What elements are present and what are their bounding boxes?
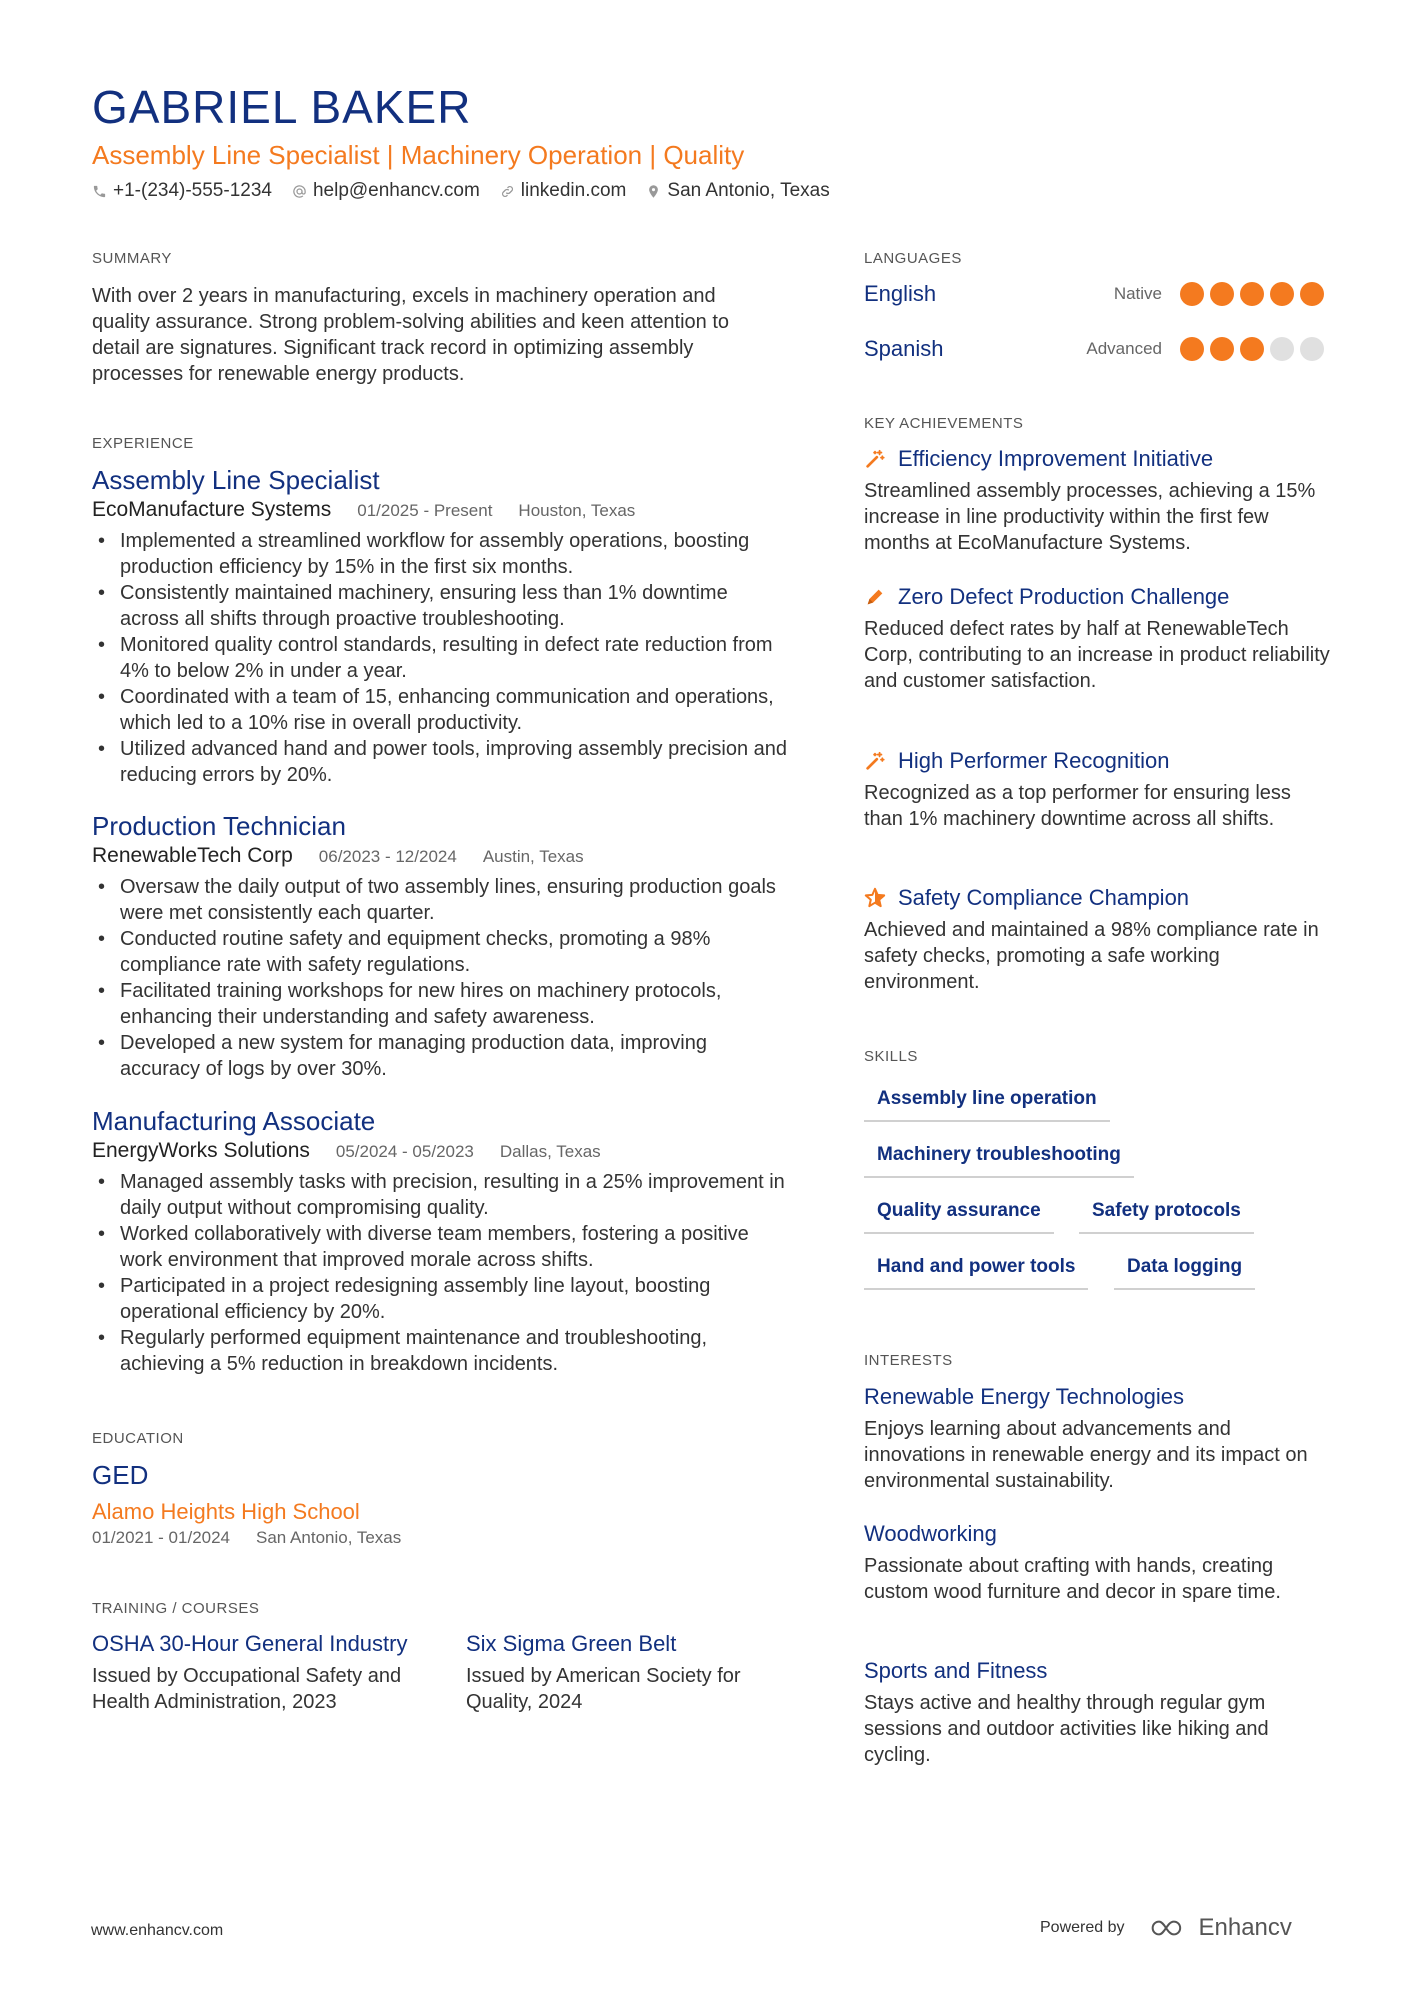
course-desc: Issued by Occupational Safety and Health Administration, 2023 bbox=[92, 1665, 402, 1713]
job-location: Dallas, Texas bbox=[499, 1142, 601, 1161]
education-location: San Antonio, Texas bbox=[256, 1528, 402, 1547]
rating-dot-filled bbox=[1270, 282, 1294, 306]
skill-label: Safety protocols bbox=[1079, 1200, 1254, 1234]
achievement-title: Efficiency Improvement Initiative bbox=[898, 446, 1214, 471]
language-rating bbox=[1180, 282, 1324, 306]
course-title: OSHA 30-Hour General Industry bbox=[92, 1631, 408, 1656]
skill-label: Data logging bbox=[1114, 1256, 1255, 1290]
interest-entry bbox=[864, 1384, 1334, 1494]
job-dates: 05/2024 - 05/2023 bbox=[335, 1142, 474, 1161]
job-bullet: • Participated in a project redesigning assembly line layout, boosting operational efficiency by 20%. bbox=[120, 1273, 792, 1325]
summary-text: With over 2 years in manufacturing, excels in machinery operation and quality assurance. Strong problem-solving abilities and keen attention to detail are signatures. Significant track record in optimizing assembly processes for renewable energy products. bbox=[92, 285, 730, 385]
job-bullet: • Facilitated training workshops for new hires on machinery protocols, enhancing their understanding and safety awareness. bbox=[120, 978, 792, 1030]
brand-name: Enhancv bbox=[1198, 1914, 1292, 1941]
job-bullets bbox=[92, 528, 792, 788]
achievement-desc: Reduced defect rates by half at RenewableTech Corp, contributing to an increase in product reliability and customer satisfaction. bbox=[864, 618, 1330, 692]
rating-dot-filled bbox=[1240, 282, 1264, 306]
job-company: RenewableTech Corp bbox=[92, 844, 293, 867]
rating-dot-empty bbox=[1300, 337, 1324, 361]
job-bullet: • Utilized advanced hand and power tools, improving assembly precision and reducing errors by 20%. bbox=[120, 736, 792, 788]
star-icon bbox=[864, 887, 886, 909]
skill-tag bbox=[864, 1088, 1110, 1122]
language-name: English bbox=[864, 281, 937, 306]
achievement-title: Safety Compliance Champion bbox=[898, 885, 1190, 910]
course-entry bbox=[92, 1630, 412, 1715]
contact-phone[interactable] bbox=[92, 180, 272, 202]
course-desc: Issued by American Society for Quality, 2024 bbox=[466, 1665, 741, 1713]
at-icon bbox=[292, 184, 307, 199]
brand-logo[interactable] bbox=[1149, 1914, 1292, 1942]
interest-entry bbox=[864, 1521, 1334, 1605]
rating-dot-filled bbox=[1240, 337, 1264, 361]
achievement-entry bbox=[864, 748, 1334, 832]
course-title: Six Sigma Green Belt bbox=[466, 1631, 677, 1656]
location-pin-icon bbox=[646, 184, 661, 199]
job-role: Production Technician bbox=[92, 811, 346, 841]
job-bullet: • Monitored quality control standards, resulting in defect rate reduction from 4% to below 2% in under a year. bbox=[120, 632, 792, 684]
job-bullet: • Developed a new system for managing production data, improving accuracy of logs by over 30%. bbox=[120, 1030, 792, 1082]
job-bullet: • Worked collaboratively with diverse team members, fostering a positive work environment that improved morale across shifts. bbox=[120, 1221, 792, 1273]
contact-email[interactable] bbox=[292, 180, 480, 202]
education-heading: EDUCATION bbox=[92, 1430, 184, 1447]
job-bullet: • Regularly performed equipment maintenance and troubleshooting, achieving a 5% reduction in breakdown incidents. bbox=[120, 1325, 792, 1377]
language-level: Native bbox=[1113, 284, 1162, 303]
skill-label: Quality assurance bbox=[864, 1200, 1054, 1234]
email-text: help@enhancv.com bbox=[312, 180, 480, 201]
job-entry bbox=[92, 811, 792, 1082]
interest-title: Sports and Fitness bbox=[864, 1658, 1048, 1683]
summary-heading: SUMMARY bbox=[92, 250, 172, 267]
job-location: Austin, Texas bbox=[482, 847, 584, 866]
job-bullet: • Oversaw the daily output of two assembly lines, ensuring production goals were met consistently each quarter. bbox=[120, 874, 792, 926]
job-bullet: • Consistently maintained machinery, ensuring less than 1% downtime across all shifts through proactive troubleshooting. bbox=[120, 580, 792, 632]
location-text: San Antonio, Texas bbox=[667, 180, 830, 201]
skill-tag bbox=[1114, 1256, 1255, 1290]
interest-desc: Passionate about crafting with hands, creating custom wood furniture and decor in spare time. bbox=[864, 1555, 1281, 1603]
job-role: Manufacturing Associate bbox=[92, 1106, 376, 1136]
language-row bbox=[864, 336, 1324, 362]
job-dates: 06/2023 - 12/2024 bbox=[318, 847, 457, 866]
job-entry bbox=[92, 465, 792, 788]
skill-tag bbox=[1079, 1200, 1254, 1234]
job-bullet: • Implemented a streamlined workflow for assembly operations, boosting production efficiency by 15% in the first six months. bbox=[120, 528, 792, 580]
achievement-desc: Recognized as a top performer for ensuring less than 1% machinery downtime across all shifts. bbox=[864, 782, 1291, 830]
interests-heading: INTERESTS bbox=[864, 1352, 953, 1369]
training-heading: TRAINING / COURSES bbox=[92, 1600, 260, 1617]
skill-tag bbox=[864, 1256, 1088, 1290]
skill-label: Hand and power tools bbox=[864, 1256, 1088, 1290]
job-location: Houston, Texas bbox=[518, 501, 636, 520]
job-dates: 01/2025 - Present bbox=[357, 501, 493, 520]
job-role: Assembly Line Specialist bbox=[92, 465, 380, 495]
rating-dot-filled bbox=[1210, 337, 1234, 361]
interest-title: Renewable Energy Technologies bbox=[864, 1384, 1185, 1409]
phone-text: +1-(234)-555-1234 bbox=[113, 180, 272, 201]
language-row bbox=[864, 281, 1324, 307]
languages-heading: LANGUAGES bbox=[864, 250, 962, 267]
experience-heading: EXPERIENCE bbox=[92, 435, 194, 452]
rating-dot-filled bbox=[1300, 282, 1324, 306]
rating-dot-filled bbox=[1180, 337, 1204, 361]
candidate-name: GABRIEL BAKER bbox=[92, 81, 472, 133]
skill-tag bbox=[864, 1144, 1134, 1178]
job-bullet: • Managed assembly tasks with precision, resulting in a 25% improvement in daily output without compromising quality. bbox=[120, 1169, 792, 1221]
candidate-title: Assembly Line Specialist | Machinery Operation | Quality bbox=[92, 140, 745, 170]
powered-by-text: Powered by bbox=[1040, 1919, 1125, 1936]
achievement-entry bbox=[864, 446, 1334, 556]
skill-label: Machinery troubleshooting bbox=[864, 1144, 1134, 1178]
job-company: EcoManufacture Systems bbox=[92, 498, 332, 521]
job-company: EnergyWorks Solutions bbox=[92, 1139, 310, 1162]
wand-icon bbox=[864, 750, 886, 772]
phone-icon bbox=[92, 184, 107, 199]
course-entry bbox=[466, 1630, 796, 1715]
interest-title: Woodworking bbox=[864, 1521, 997, 1546]
skills-heading: SKILLS bbox=[864, 1048, 918, 1065]
skill-label: Assembly line operation bbox=[864, 1088, 1110, 1122]
footer-website[interactable]: www.enhancv.com bbox=[91, 1922, 224, 1939]
contact-linkedin[interactable] bbox=[500, 180, 627, 202]
interest-desc: Stays active and healthy through regular gym sessions and outdoor activities like hiking and cycling. bbox=[864, 1692, 1269, 1766]
achievement-entry bbox=[864, 885, 1334, 995]
interest-entry bbox=[864, 1658, 1334, 1768]
achievement-desc: Achieved and maintained a 98% compliance rate in safety checks, promoting a safe working environment. bbox=[864, 919, 1319, 993]
language-name: Spanish bbox=[864, 336, 944, 361]
wand-icon bbox=[864, 448, 886, 470]
job-bullets bbox=[92, 1169, 792, 1377]
language-rating bbox=[1180, 337, 1324, 361]
job-bullets bbox=[92, 874, 792, 1082]
rating-dot-filled bbox=[1180, 282, 1204, 306]
education-dates: 01/2021 - 01/2024 bbox=[92, 1528, 231, 1547]
job-bullet: • Conducted routine safety and equipment checks, promoting a 98% compliance rate with safety regulations. bbox=[120, 926, 792, 978]
contact-bar bbox=[92, 180, 830, 202]
achievement-entry bbox=[864, 584, 1334, 694]
achievements-heading: KEY ACHIEVEMENTS bbox=[864, 415, 1024, 432]
linkedin-text: linkedin.com bbox=[520, 180, 627, 201]
achievement-title: Zero Defect Production Challenge bbox=[898, 584, 1230, 609]
interest-desc: Enjoys learning about advancements and innovations in renewable energy and its impact on environmental sustainability. bbox=[864, 1418, 1308, 1492]
skill-tag bbox=[864, 1200, 1054, 1234]
education-degree: GED bbox=[92, 1460, 149, 1490]
education-school: Alamo Heights High School bbox=[92, 1499, 360, 1524]
achievement-desc: Streamlined assembly processes, achieving a 15% increase in line productivity within the first few months at EcoManufacture Systems. bbox=[864, 480, 1316, 554]
job-bullet: • Coordinated with a team of 15, enhancing communication and operations, which led to a 10% rise in overall productivity. bbox=[120, 684, 792, 736]
footer-branding bbox=[1040, 1914, 1292, 1942]
link-icon bbox=[500, 184, 515, 199]
job-entry bbox=[92, 1106, 792, 1377]
language-level: Advanced bbox=[1086, 339, 1162, 358]
rating-dot-filled bbox=[1210, 282, 1234, 306]
achievement-title: High Performer Recognition bbox=[898, 748, 1170, 773]
contact-location bbox=[646, 180, 829, 202]
enhancv-logo-icon bbox=[1149, 1917, 1193, 1939]
pencil-icon bbox=[864, 586, 886, 608]
rating-dot-empty bbox=[1270, 337, 1294, 361]
